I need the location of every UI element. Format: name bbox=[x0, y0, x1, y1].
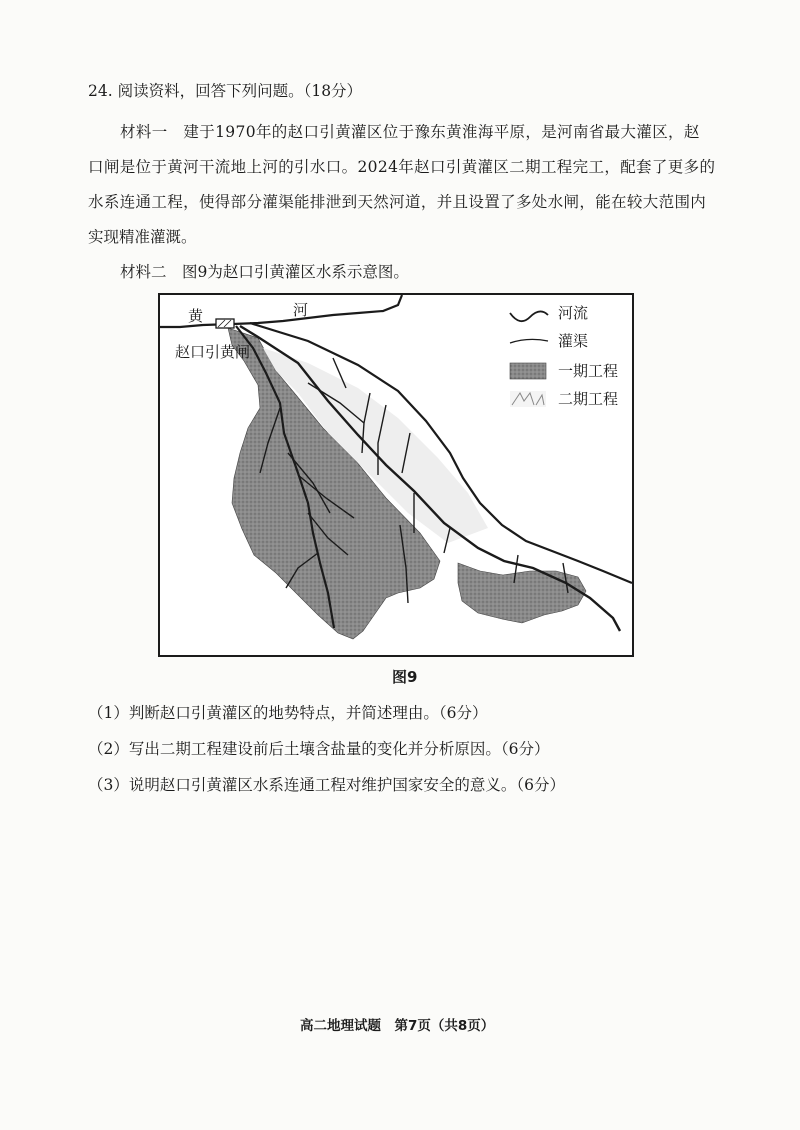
material1-line-2: 口闸是位于黄河干流地上河的引水口。2024年赵口引黄灌区二期工程完工，配套了更多的 bbox=[88, 158, 716, 176]
sub-question-1: （1）判断赵口引黄灌区的地势特点，并简述理由。（6分） bbox=[88, 704, 488, 722]
material2-text: 材料二 图9为赵口引黄灌区水系示意图。 bbox=[120, 263, 409, 281]
legend-river-label: 河流 bbox=[558, 304, 589, 322]
legend-canal-label: 灌渠 bbox=[558, 332, 589, 350]
sub-question-2: （2）写出二期工程建设前后土壤含盐量的变化并分析原因。（6分） bbox=[88, 740, 550, 758]
material1-line-3: 水系连通工程，使得部分灌渠能排泄到天然河道，并且设置了多处水闸，能在较大范围内 bbox=[88, 193, 707, 211]
river-label-he: 河 bbox=[293, 301, 309, 319]
legend-phase1-swatch bbox=[510, 363, 546, 379]
legend-phase1-label: 一期工程 bbox=[558, 362, 619, 380]
sub-question-3: （3）说明赵口引黄灌区水系连通工程对维护国家安全的意义。（6分） bbox=[88, 776, 565, 794]
material1-line-1: 材料一 建于1970年的赵口引黄灌区位于豫东黄淮海平原，是河南省最大灌区，赵 bbox=[120, 123, 700, 141]
irrigation-district-map bbox=[158, 293, 634, 657]
material1-line-4: 实现精准灌溉。 bbox=[88, 228, 197, 246]
legend-phase2-label: 二期工程 bbox=[558, 390, 619, 408]
river-label-huang: 黄 bbox=[188, 307, 204, 325]
page-footer: 高二地理试题 第7页（共8页） bbox=[300, 1018, 495, 1034]
gate-label: 赵口引黄闸 bbox=[175, 343, 251, 361]
question-heading: 24. 阅读资料，回答下列问题。（18分） bbox=[88, 82, 363, 100]
legend-phase2-swatch bbox=[510, 391, 546, 407]
figure-caption: 图9 bbox=[392, 668, 418, 686]
